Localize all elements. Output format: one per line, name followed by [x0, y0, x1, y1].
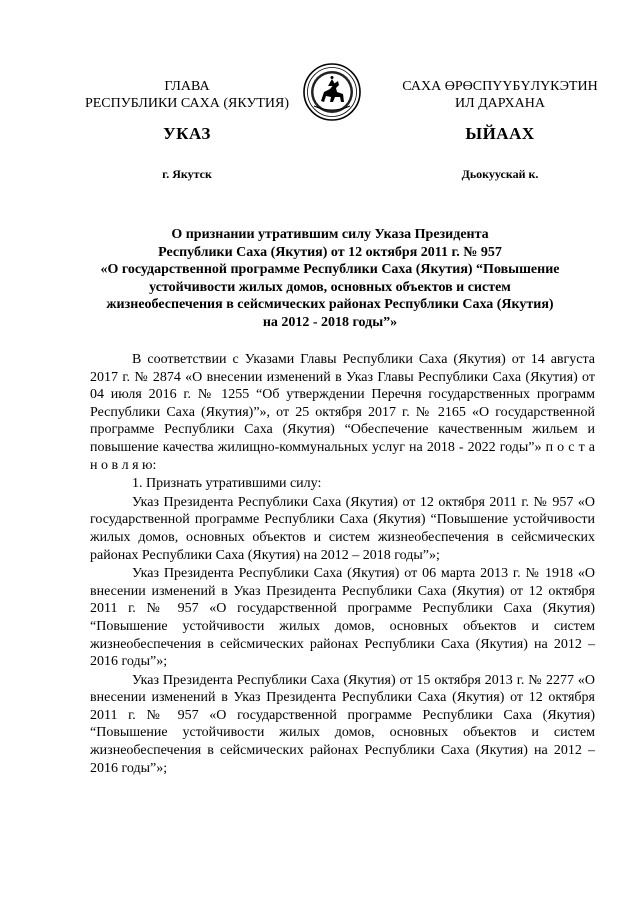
issuer-sakha-line2: ИЛ ДАРХАНА [454, 96, 545, 111]
title-line: О признании утратившим силу Указа Президента [171, 227, 489, 242]
repealed-decree-paragraph: Указ Президента Республики Саха (Якутия) от 15 октября 2013 г. № 2277 «О внесении изменений в Указ Президента Республики Саха (Якутия) от 12 октября 2011 г. № 957 «О государственной программе Республики Саха (Якутия) “Повышение устойчивости жилых домов, основных объектов и систем жизнеобеспечения в сейсмических районах Республики Саха (Якутия) на 2012 – 2016 годы”»; [90, 672, 595, 776]
title-line: Республики Саха (Якутия) от 12 октября 2011 г. № 957 [158, 244, 502, 260]
repealed-decree-paragraph: Указ Президента Республики Саха (Якутия) от 06 марта 2013 г. № 1918 «О внесении изменений в Указ Президента Республики Саха (Якутия) от 12 октября 2011 г. № 957 «О государственной программе Республики Саха (Якутия) “Повышение устойчивости жилых домов, основных объектов и систем жизнеобеспечения в сейсмических районах Республики Саха (Якутия) на 2012 – 2016 годы”»; [90, 566, 595, 670]
republic-coat-of-arms-icon [302, 62, 362, 122]
title-line: на 2012 - 2018 годы”» [262, 314, 398, 330]
issuer-russian-line1: ГЛАВА [164, 79, 210, 94]
decree-body [90, 351, 595, 777]
issuer-russian [82, 78, 292, 112]
city-russian: г. Якутск [162, 167, 212, 181]
clause-1-paragraph: 1. Признать утратившими силу: [132, 476, 322, 492]
issuer-russian-line2: РЕСПУБЛИКИ САХА (ЯКУТИЯ) [84, 96, 290, 111]
doc-type-russian: УКАЗ [163, 124, 211, 143]
repealed-decree-paragraph: Указ Президента Республики Саха (Якутия) от 12 октября 2011 г. № 957 «О государственной программе Республики Саха (Якутия) “Повышение устойчивости жилых домов, основных объектов и систем жизнеобеспечения в сейсмических районах Республики Саха (Якутия) на 2012 – 2018 годы”»; [90, 494, 595, 563]
issuer-sakha-line1: САХА ӨРӨСПҮҮБҮЛҮКЭТИН [402, 79, 598, 94]
city-sakha: Дьокуускай к. [461, 167, 539, 181]
issuer-sakha [390, 78, 610, 112]
decree-title [80, 226, 580, 332]
title-line: «О государственной программе Республики Саха (Якутия) “Повышение [100, 262, 560, 278]
title-line: жизнеобеспечения в сейсмических районах Республики Саха (Якутия) [106, 297, 554, 313]
title-line: устойчивости жилых домов, основных объектов и систем [149, 279, 511, 295]
preamble-paragraph: В соответствии с Указами Главы Республики Саха (Якутия) от 14 августа 2017 г. № 2874 «О внесении изменений в Указ Главы Республики Саха (Якутия) от 04 июля 2016 г. № 1255 “Об утверждении Перечня государственных программ Республики Саха (Якутия)”», от 25 октября 2017 г. № 2165 «О государственной программе Республики Саха (Якутия) “Обеспечение качественным жильем и повышение качества жилищно-коммунальных услуг на 2018 - 2022 годы”» п о с т а н о в л я ю: [90, 352, 595, 473]
doc-type-sakha: ЫЙААХ [465, 124, 535, 143]
